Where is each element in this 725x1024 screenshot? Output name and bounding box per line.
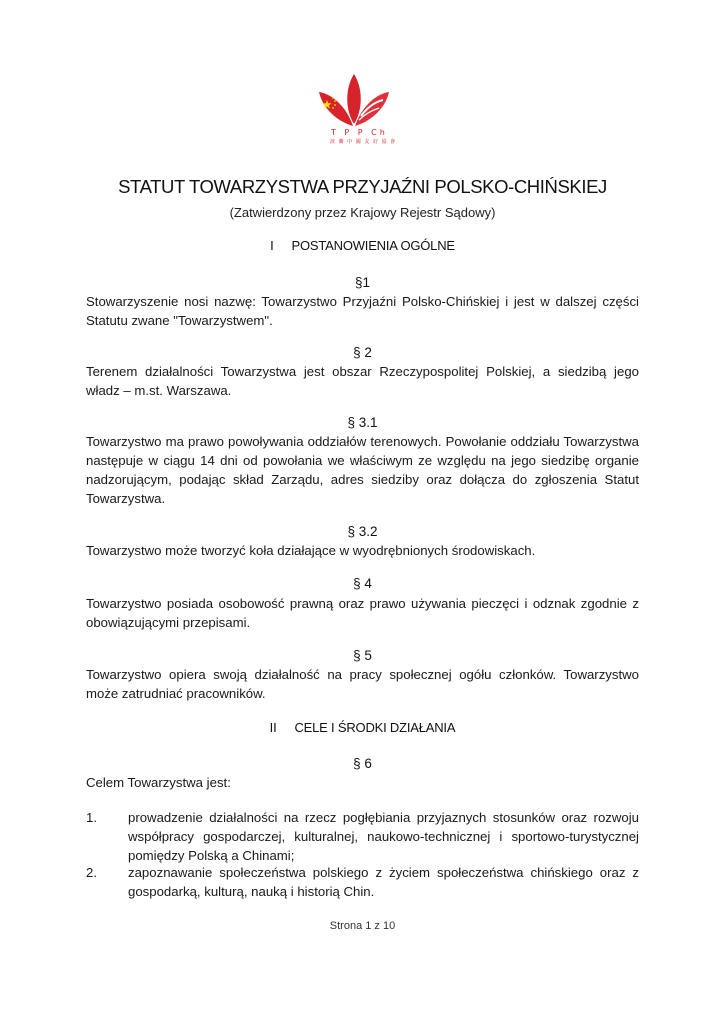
list-item-text: zapoznawanie społeczeństwa polskiego z życiem społeczeństwa chińskiego oraz z gospodarką, kulturą, nauką i historią Chin. — [128, 865, 639, 899]
document-subtitle: (Zatwierdzony przez Krajowy Rejestr Sądowy) — [229, 205, 496, 220]
section-heading — [0, 720, 725, 735]
list-item-number: 1. — [86, 810, 97, 825]
paragraph-heading: § 6 — [353, 756, 372, 771]
section-number: II — [269, 720, 277, 735]
section-title: POSTANOWIENIA OGÓLNE — [291, 238, 455, 253]
document-title: STATUT TOWARZYSTWA PRZYJAŹNI POLSKO-CHIŃSKIEJ — [118, 176, 607, 197]
paragraph-text: Towarzystwo ma prawo powoływania oddziałów terenowych. Powołanie oddziału Towarzystwa następuje w ciągu 14 dni od powołania we właściwym ze względu na jego siedzibę organie nadzorującym, podając skład Zarządu, adres siedziby oraz dołącza do zgłoszenia Statut Towarzystwa. — [86, 434, 639, 506]
paragraph-text: Stowarzyszenie nosi nazwę: Towarzystwo Przyjaźni Polsko-Chińskiej i jest w dalszej części Statutu zwane "Towarzystwem". — [86, 294, 639, 328]
paragraph-heading: § 3.1 — [347, 415, 378, 430]
paragraph-text: Terenem działalności Towarzystwa jest obszar Rzeczypospolitej Polskiej, a siedzibą jego władz – m.st. Warszawa. — [86, 364, 639, 398]
paragraph-text: Towarzystwo posiada osobowość prawną oraz prawo używania pieczęci i odznak zgodnie z obowiązującymi przepisami. — [86, 596, 639, 630]
page-number-footer: Strona 1 z 10 — [329, 920, 396, 932]
paragraph-text: Towarzystwo opiera swoją działalność na pracy społecznej ogółu członków. Towarzystwo może zatrudniać pracowników. — [86, 667, 639, 701]
paragraph-heading: §1 — [354, 275, 371, 290]
paragraph-heading: § 2 — [353, 345, 372, 360]
paragraph-heading: § 5 — [353, 648, 372, 663]
logo-subtext: 波 蘭 中 國 友 好 協 會 — [330, 139, 397, 145]
list-item-text: prowadzenie działalności na rzecz pogłębiania przyjaznych stosunków oraz rozwoju współpracy gospodarczej, kulturalnej, naukowo-technicznej i sportowo-turystycznej pomiędzy Polską a Chinami; — [128, 810, 639, 863]
list-item-number: 2. — [86, 865, 97, 880]
logo-center-petal — [347, 74, 361, 124]
paragraph-text: Towarzystwo może tworzyć koła działające w wyodrębnionych środowiskach. — [86, 543, 536, 558]
paragraph-heading: § 4 — [353, 576, 372, 591]
paragraph-heading: § 3.2 — [347, 524, 378, 539]
section-heading — [0, 238, 725, 253]
logo-text: T P P Ch — [331, 128, 388, 137]
paragraph-intro: Celem Towarzystwa jest: — [86, 775, 231, 790]
section-number: I — [270, 238, 274, 253]
section-title: CELE I ŚRODKI DZIAŁANIA — [294, 720, 456, 735]
